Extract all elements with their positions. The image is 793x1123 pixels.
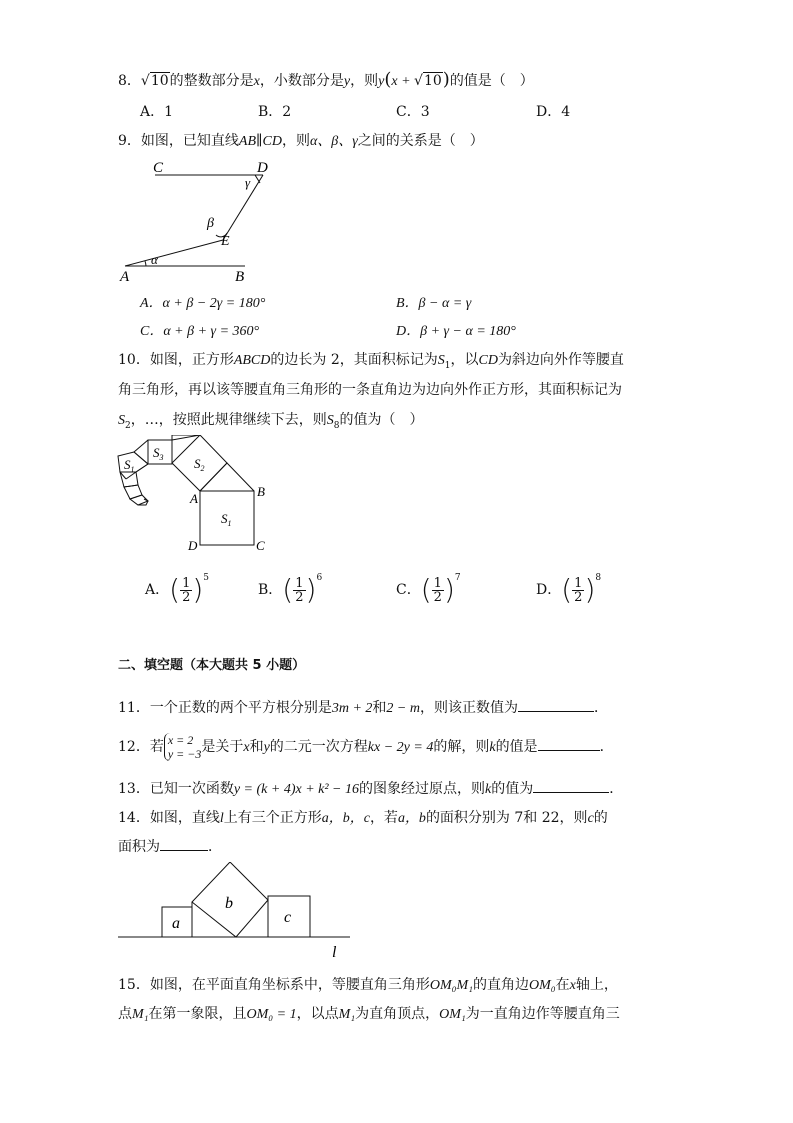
label-a: A [120, 269, 130, 285]
label-s2: $S_2$ [194, 456, 205, 473]
triangle-1 [200, 463, 254, 491]
q10-figure [112, 435, 282, 555]
segment-ea [125, 240, 223, 266]
label-gamma: γ [245, 175, 251, 190]
label-s3: $S_3$ [153, 445, 164, 462]
answer-blank-11[interactable] [518, 697, 594, 712]
q9-option-d[interactable]: D．β + γ − α = 180° [396, 324, 516, 339]
q8-option-c[interactable]: C．3 [396, 104, 430, 120]
answer-blank-13[interactable] [533, 778, 609, 793]
alpha-arc [145, 261, 146, 266]
q8-option-b[interactable]: B．2 [258, 104, 292, 120]
q10-option-c[interactable]: C．( $\frac{1}{2}$ )$^7$ [396, 573, 461, 606]
label-b: b [225, 895, 233, 912]
label-d: D [257, 160, 268, 176]
answer-blank-14[interactable] [160, 836, 208, 851]
label-a: a [172, 915, 180, 932]
q9-figure [115, 155, 275, 285]
label-l: l [332, 944, 337, 961]
q9-option-a[interactable]: A．α + β − 2γ = 180° [140, 296, 266, 311]
label-a: A [190, 491, 198, 506]
label-b: B [235, 269, 245, 285]
question-13: 13．已知一次函数y = (k + 4)x + k² − 16的图象经过原点，则k的值为 ． [118, 778, 623, 800]
label-e: E [221, 234, 230, 249]
question-11: 11．一个正数的两个平方根分别是3m + 2和2 − m，则该正数值为 ． [118, 697, 608, 719]
question-10-line-2: 角三角形，再以该等腰直角三角形的一条直角边为边向外作正方形，其面积标记为 [118, 382, 622, 398]
question-12: 12．若 x = 2 y = −3 是关于x和y的二元一次方程kx − 2y = 4的解，则k的值是 ． [118, 733, 614, 761]
segment-de [223, 175, 263, 240]
q10-option-d[interactable]: D．( $\frac{1}{2}$ )$^8$ [536, 573, 602, 606]
square-s5 [120, 472, 138, 487]
q10-option-a[interactable]: A．( $\frac{1}{2}$ )$^5$ [145, 573, 210, 606]
label-b: B [257, 484, 265, 499]
q10-option-b[interactable]: B．( $\frac{1}{2}$ )$^6$ [258, 573, 323, 606]
question-14-line-2: 面积为 ． [118, 836, 222, 857]
label-s1: $S_1$ [221, 511, 232, 528]
q14-figure [118, 862, 358, 962]
label-beta: β [207, 216, 214, 231]
q9-option-c[interactable]: C．α + β + γ = 360° [140, 324, 260, 339]
label-d: D [188, 538, 198, 553]
label-alpha: α [151, 252, 158, 267]
label-c: C [256, 538, 265, 553]
question-14-line-1: 14．如图，直线l上有三个正方形a，b，c，若a，b的面积分别为 7和 22，则c的 [118, 810, 608, 826]
triangle-3 [134, 440, 148, 464]
label-c: c [284, 909, 292, 926]
connector [148, 435, 200, 440]
q8-option-d[interactable]: D．4 [536, 104, 571, 120]
question-15-line-2: 点M₁在第一象限，且OM₀ = 1，以点M₁为直角顶点，OM₁为一直角边作等腰直角三 [118, 1006, 620, 1022]
q9-option-b[interactable]: B．β − α = γ [396, 296, 472, 311]
square-s6 [124, 485, 142, 499]
label-c: C [153, 160, 164, 176]
label-s1-small: $S_1$ [124, 457, 135, 474]
question-10-line-1: 10．如图，正方形ABCD的边长为 2，其面积标记为$S_1$，以CD为斜边向外作等腰直 [118, 352, 624, 371]
question-8: 8．√10的整数部分是x，小数部分是y，则y(x + √10)的值是（ ） [118, 69, 534, 90]
question-9: 9．如图，已知直线AB∥CD，则α、β、γ之间的关系是（ ） [118, 133, 484, 149]
gamma-arc [255, 175, 260, 183]
question-15-line-1: 15．如图，在平面直角坐标系中，等腰直角三角形OM₀M₁的直角边OM₀在x轴上， [118, 977, 618, 993]
question-10-line-3: $S_2$，…，按照此规律继续下去，则$S_8$的值为（ ） [118, 412, 424, 431]
q8-option-a[interactable]: A．1 [140, 104, 174, 120]
answer-blank-12[interactable] [538, 736, 600, 751]
section-2-title: 二、填空题（本大题共 5 小题） [118, 658, 306, 673]
